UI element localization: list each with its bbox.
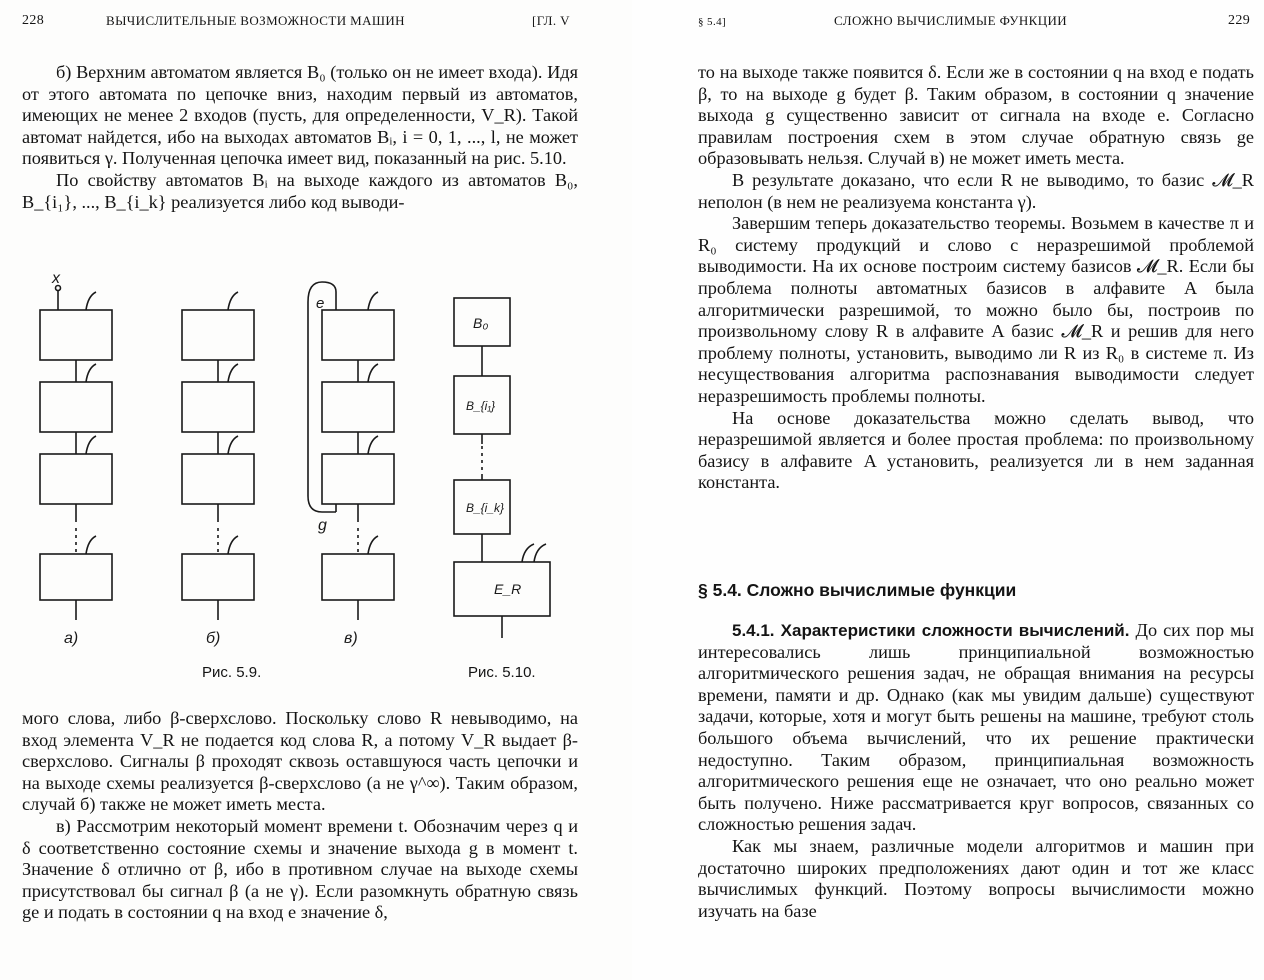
scheme-b [182, 292, 254, 620]
paragraph-continued-case-v: то на выходе также появится δ. Если же в состоянии q на вход e подать β, то на выходе g будет β. Таким образом, в состоянии q значение выхода g существенно зависит от сигнала на входе e. Согласно правилам построения схем в этом случае обратную связь ge образовывать нельзя. Случай в) не может иметь места. [698, 62, 1254, 169]
scheme-a [40, 286, 112, 621]
subsection-title: 5.4.1. Характеристики сложности вычислений. [732, 621, 1130, 640]
feedback-e-label: e [316, 295, 325, 312]
paragraph-continuation: мого слова, либо β-сверхслово. Поскольку слово R невыводимо, на вход элемента V_R не подается код слова R, а потому V_R выдает β-сверхслово. Сигналы β проходят сквозь оставшуюся часть цепочки и на выходе схемы реализуется β-сверхслово (а не γ^∞). Таким образом, случай б) также не может иметь места. [22, 708, 578, 815]
paragraph-automata-property: По свойству автоматов Bᵢ на выходе каждого из автоматов B₀, B_{i₁}, ..., B_{i_k} реализуется либо код выводи- [22, 169, 578, 212]
running-head-left: ВЫЧИСЛИТЕЛЬНЫЕ ВОЗМОЖНОСТИ МАШИН [106, 13, 405, 28]
feedback-g-label: g [318, 517, 327, 534]
paragraph-conclusion: На основе доказательства можно сделать вывод, что неразрешимой является и более простая проблема: по произвольному базису в алфавите A установить, реализуется ли в нем заданная константа. [698, 407, 1254, 493]
right-bottom-text [698, 620, 1254, 922]
figure-5-9-and-5-10 [0, 268, 632, 708]
paragraph-result: В результате доказано, что если R не выводимо, то базис 𝓜_R неполон (в нем не реализуема константа γ). [698, 169, 1254, 212]
box-bik-label: B_{i_k} [466, 501, 505, 515]
page-number-left: 228 [22, 13, 45, 28]
section-title: § 5.4. Сложно вычислимые функции [698, 580, 1017, 600]
right-top-text [698, 62, 1254, 494]
box-bi1-label: B_{i₁} [466, 399, 496, 413]
chapter-ref: [ГЛ. V [532, 13, 570, 28]
running-head-right: СЛОЖНО ВЫЧИСЛИМЫЕ ФУНКЦИИ [834, 13, 1068, 28]
label-v: в) [344, 630, 358, 647]
paragraph-case-b: б) Верхним автоматом является B₀ (только он не имеет входа). Идя от этого автомата по цепочке вниз, находим первый из автоматов, имеющих не менее 2 входов (пусть, для определенности, V_R). Такой автомат найдется, ибо на выходах автоматов Bᵢ, i = 0, 1, ..., l, не может появиться γ. Полученная цепочка имеет вид, показанный на рис. 5.10. [22, 62, 578, 169]
scheme-v [308, 282, 394, 620]
caption-fig-5-10: Рис. 5.10. [468, 664, 536, 681]
section-ref: § 5.4] [698, 16, 727, 28]
left-top-text [22, 62, 578, 213]
right-page [632, 0, 1264, 980]
paragraph-final: Как мы знаем, различные модели алгоритмов и машин при достаточно широких предположениях дают один и тот же класс вычислимых функций. Поэтому вопросы вычислимости можно изучать на базе [698, 835, 1254, 921]
subsection-text: До сих пор мы интересовались лишь принципиальной возможностью алгоритмического решения задач, не обращая внимания на ресурсы времени, памяти и др. Однако (как мы увидим дальше) существуют задачи, которые, хотя и могут быть решены на машине, требуют столь большого объема вычислений, что их решение практически недоступно. Таким образом, принципиальная возможность алгоритмического решения еще не означает, что оно реально может быть получено. Ниже рассматривается круг вопросов, связанных со сложностью решения задач. [698, 620, 1254, 835]
input-x-label: x [52, 270, 60, 287]
caption-fig-5-9: Рис. 5.9. [202, 664, 262, 681]
left-bottom-text [22, 708, 578, 924]
label-a: a) [64, 630, 79, 647]
page-number-right: 229 [1228, 13, 1251, 28]
box-b0-label: B₀ [473, 315, 489, 331]
paragraph-theorem-proof: Завершим теперь доказательство теоремы. Возьмем в качестве π и R₀ систему продукций и слово с неразрешимой проблемой выводимости. На их основе построим систему базисов 𝓜_R. Если бы проблема полноты автоматных базисов в алфавите A была алгоритмически разрешимой, то можно было бы, построив по произвольному слову R в алфавите A базис 𝓜_R и решив для него проблему полноты, установить, выводимо ли R из R₀ в системе π. Из несуществования алгоритма распознавания выводимости следует неразрешимость проблемы полноты. [698, 213, 1254, 406]
label-b: б) [206, 630, 221, 647]
box-er-label: E_R [494, 581, 522, 597]
paragraph-case-v: в) Рассмотрим некоторый момент времени t. Обозначим через q и δ соответственно состояние схемы и значение выхода g в момент t. Значение δ отлично от β, ибо в противном случае на выходе схемы присутствовал бы сигнал β (а не γ). Если разомкнуть обратную связь ge и подать в состоянии q на вход e значение δ, [22, 815, 578, 923]
